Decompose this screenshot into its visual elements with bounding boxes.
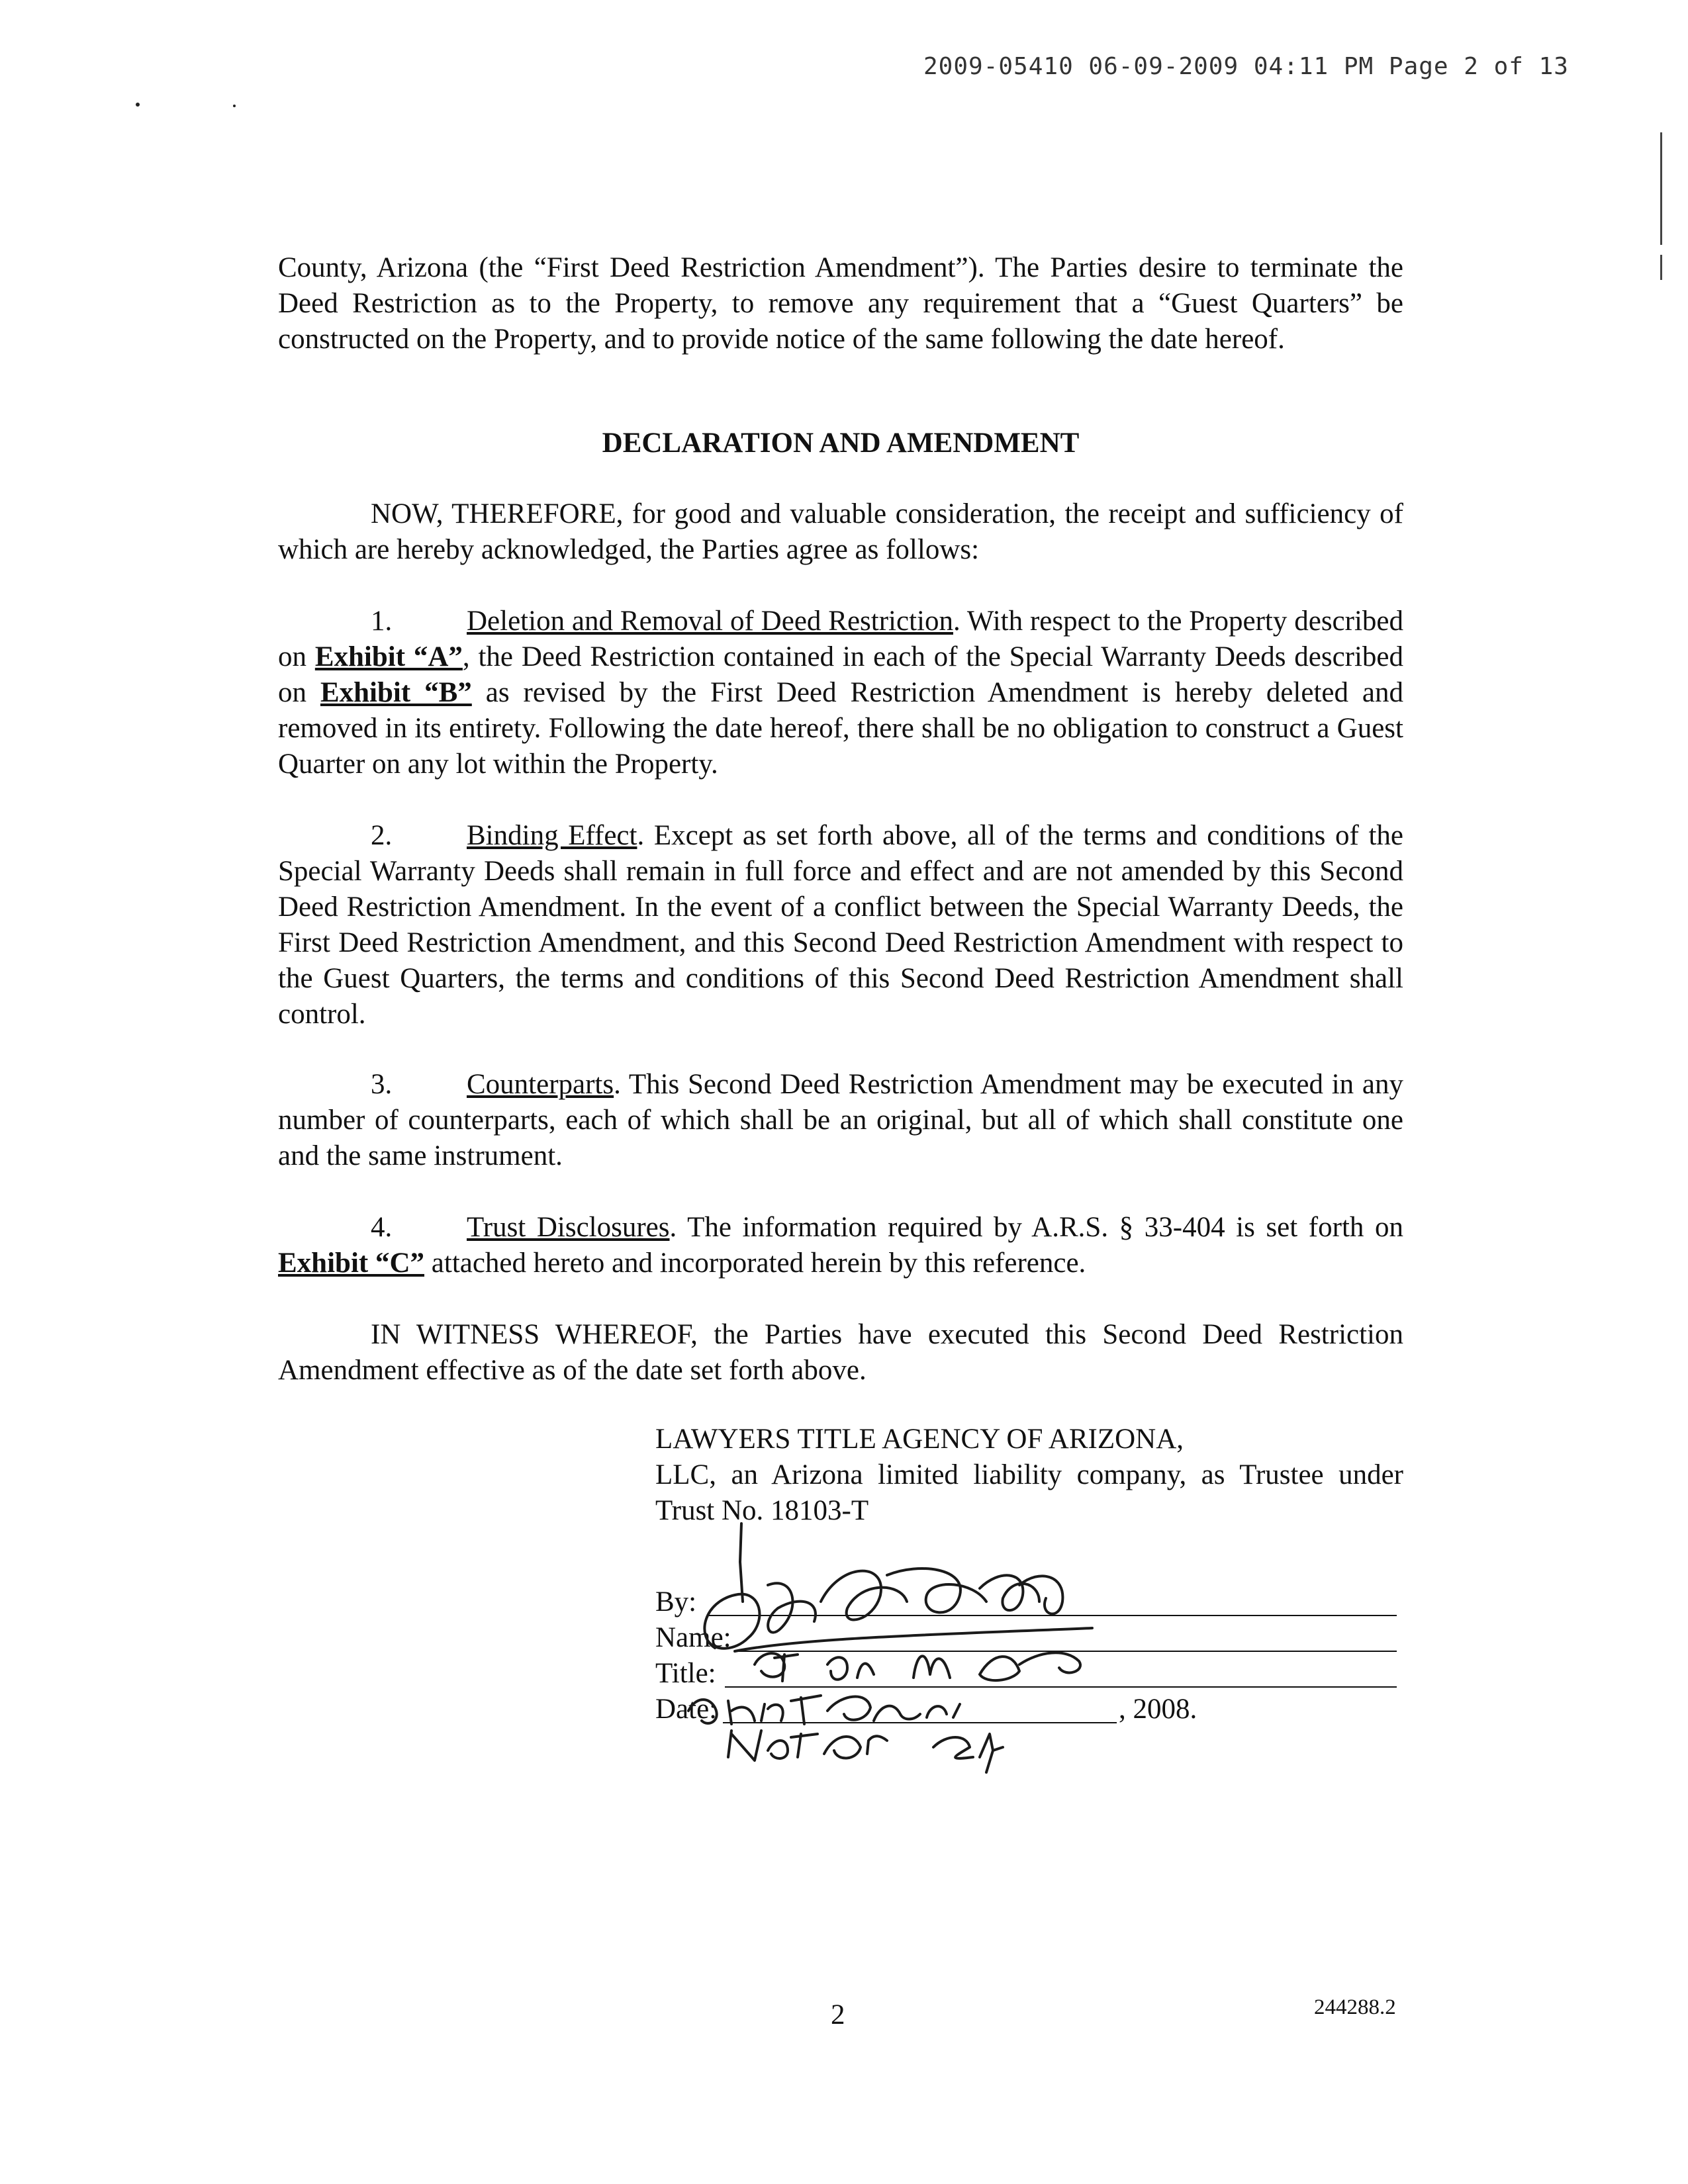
signature-stroke (874, 1706, 920, 1721)
section-1-title: Deletion and Removal of Deed Restriction (467, 606, 953, 637)
signature-stroke (980, 1657, 1019, 1680)
signature-stroke (1019, 1653, 1080, 1672)
section-3-text: . This Second Deed Restriction Amendment may be executed in any number of counterparts, each of which shall be an original, but all of which shall constitute one and the same instrument. (278, 1069, 1403, 1171)
signature-stroke (914, 1656, 950, 1678)
signature-stroke (791, 1734, 818, 1757)
signature-stroke (980, 1734, 1003, 1772)
section-4-text-a: . The information required by A.R.S. § 33-404 is set forth on (669, 1212, 1403, 1243)
section-1-number: 1. (371, 606, 393, 637)
section-1-paragraph (278, 604, 1403, 782)
signature-stroke (768, 1741, 788, 1758)
name-label: Name: (655, 1622, 731, 1653)
scan-speck (233, 105, 236, 107)
signature-stroke (821, 1571, 907, 1620)
section-1-text-a: . With respect to the Property described on (278, 606, 1403, 672)
exhibit-a-reference: Exhibit “A” (314, 641, 463, 672)
section-2-title: Binding Effect (467, 820, 637, 851)
signature-stroke (857, 1664, 874, 1678)
section-1-text-c: as revised by the First Deed Restriction Amendment is hereby deleted and removed in its entirety. Following the date hereof, there shall be no obligation to construct a Guest Quarter on any lot within the Property. (278, 677, 1404, 780)
intro-paragraph: County, Arizona (the “First Deed Restriction Amendment”). The Parties desire to terminate the Deed Restriction as to the Property, to remove any requirement that a “Guest Quarters” be constructed on the Property, and to provide notice of the same following the date hereof. (278, 252, 1403, 355)
section-1-text-b: , the Deed Restriction contained in each of the Special Warranty Deeds described on (278, 641, 1404, 708)
now-therefore-paragraph: NOW, THEREFORE, for good and valuable consideration, the receipt and sufficiency of which are hereby acknowledged, the Parties agree as follows: (278, 498, 1403, 565)
exhibit-b-reference: Exhibit “B” (320, 677, 472, 708)
section-heading: DECLARATION AND AMENDMENT (602, 428, 1080, 459)
signature-stroke (735, 1628, 1092, 1651)
date-label: Date: (655, 1694, 718, 1725)
section-2-text: . Except as set forth above, all of the terms and conditions of the Special Warranty Deeds shall remain in full force and effect and are not amended by this Second Deed Restriction Amendment. In the event of a conflict between the Special Warranty Deeds, the First Deed Restriction Amendment, and this Second Deed Restriction Amendment with respect to the Guest Quarters, the terms and conditions of this Second Deed Restriction Amendment shall control. (278, 820, 1403, 1030)
signature-stroke (827, 1697, 870, 1720)
handwritten-signature (669, 1522, 1172, 1774)
signature-stroke (728, 1701, 755, 1724)
signature-stroke (761, 1704, 783, 1721)
date-year: , 2008. (1119, 1694, 1197, 1725)
section-3-number: 3. (371, 1069, 393, 1100)
section-3-title: Counterparts (467, 1069, 614, 1100)
title-label: Title: (655, 1658, 716, 1689)
signature-stroke (740, 1524, 743, 1602)
by-label: By: (655, 1586, 697, 1617)
signature-stroke (927, 1704, 960, 1717)
fax-header-stamp: 2009-05410 06-09-2009 04:11 PM Page 2 of 13 (923, 53, 1569, 80)
scan-margin-mark (1660, 255, 1662, 280)
section-2-paragraph (278, 818, 1403, 1032)
scan-speck (136, 103, 140, 107)
witness-paragraph: IN WITNESS WHEREOF, the Parties have executed this Second Deed Restriction Amendment effective as of the date set forth above. (278, 1319, 1403, 1386)
signature-stroke (1019, 1576, 1062, 1614)
scan-margin-mark (1660, 132, 1662, 245)
section-4-paragraph (278, 1210, 1403, 1281)
section-4-title: Trust Disclosures (467, 1212, 670, 1243)
signature-stroke (688, 1700, 717, 1723)
signature-stroke (704, 1594, 759, 1649)
signature-stroke (791, 1696, 821, 1724)
signature-stroke (827, 1657, 847, 1679)
signature-stroke (867, 1736, 887, 1754)
signature-stroke (768, 1583, 816, 1632)
section-2-number: 2. (371, 820, 393, 851)
signature-stroke (824, 1737, 861, 1758)
signature-stroke (933, 1737, 973, 1758)
section-3-paragraph (278, 1067, 1403, 1174)
section-4-text-b: attached hereto and incorporated herein by this reference. (424, 1248, 1086, 1279)
signatory-block (655, 1422, 1403, 1529)
signature-stroke (887, 1569, 986, 1612)
signatory-description: LLC, an Arizona limited liability company, as Trustee under Trust No. 18103-T (655, 1459, 1403, 1526)
signature-stroke (980, 1575, 1039, 1610)
signatory-company-line: LAWYERS TITLE AGENCY OF ARIZONA, (655, 1424, 1184, 1455)
signature-stroke (728, 1731, 761, 1760)
section-4-number: 4. (371, 1212, 393, 1243)
page-number: 2 (831, 1999, 845, 2030)
exhibit-c-reference: Exhibit “C” (278, 1248, 425, 1279)
document-number: 244288.2 (1314, 1995, 1396, 2019)
